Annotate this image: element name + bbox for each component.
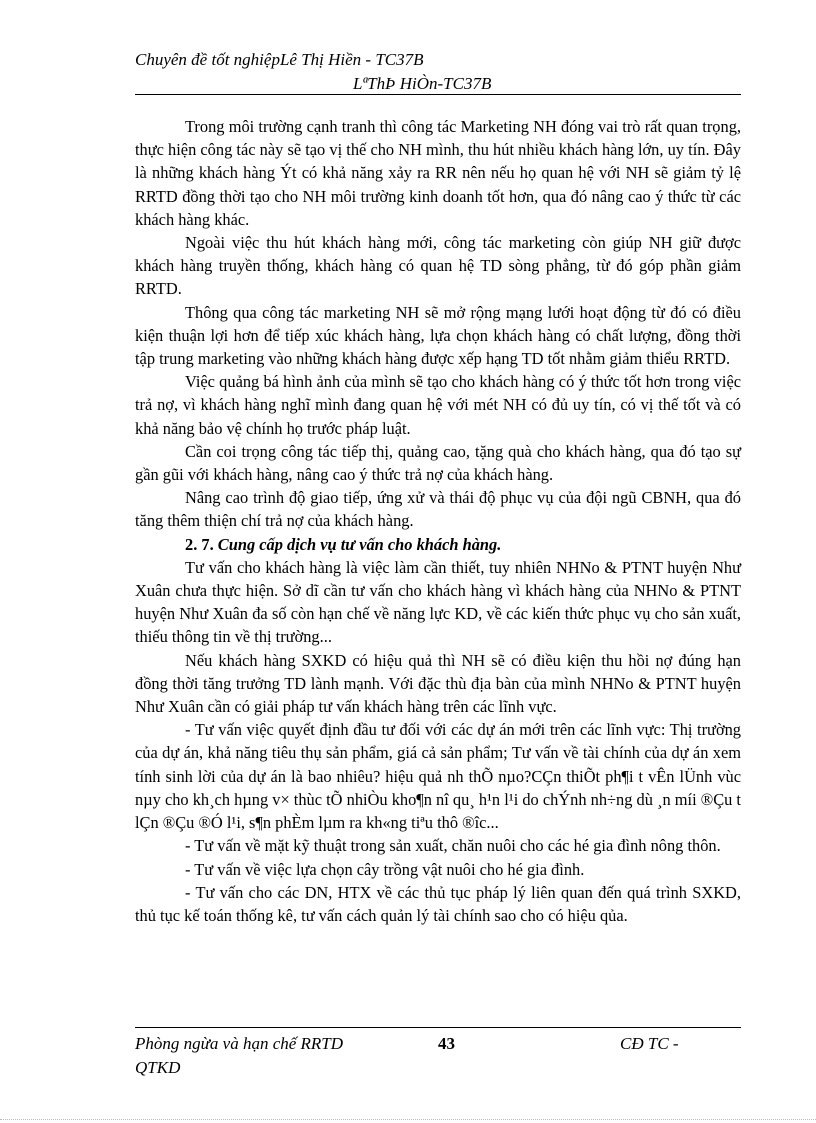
paragraph: Nếu khách hàng SXKD có hiệu quả thì NH sẽ có điều kiện thu hồi nợ đúng hạn đồng thời tăng trưởng TD lành mạnh. Với đặc thù địa bàn của mình NHNo & PTNT huyện Như Xuân cần có giải pháp tư vấn khách hàng trên các lĩnh vực. bbox=[135, 650, 741, 717]
paragraph: Cần coi trọng công tác tiếp thị, quảng cao, tặng quà cho khách hàng, qua đó tạo sự gần gũi với khách hàng, nâng cao ý thức trả nợ của khách hàng. bbox=[135, 441, 741, 485]
footer-topic: Phòng ngừa và hạn chế RRTD bbox=[135, 1034, 344, 1053]
header-author: LªThÞ HiÒn-TC37B bbox=[353, 74, 492, 93]
paragraph: Nâng cao trình độ giao tiếp, ứng xử và thái độ phục vụ của đội ngũ CBNH, qua đó tăng thêm thiện chí trả nợ của khách hàng. bbox=[135, 488, 741, 531]
footer-class: CĐ TC - bbox=[620, 1034, 679, 1053]
paragraph: Thông qua công tác marketing NH sẽ mở rộng mạng lưới hoạt động từ đó có điều kiện thuận lợi hơn để tiếp xúc khách hàng, lựa chọn khách hàng có chất lượng, đồng thời tập trung marketing vào những khách hàng được xếp hạng TD tốt nhằm giảm thiểu RRTD. bbox=[135, 302, 741, 369]
bullet-paragraph: - Tư vấn việc quyết định đầu tư đối với các dự án mới trên các lĩnh vực: Thị trường của dự án, khả năng tiêu thụ sản phẩm, giá cả sản phẩm; Tư vấn về tài chính của dự án xem tính sinh lời của dự án là bao nhiêu? hiệu quả nh thÕ nµo?CÇn thiÕt ph¶i t vÊn lÜnh vùc nµy cho kh¸ch hµng v× thùc tÕ nhiÒu kho¶n nî qu¸ h¹n l¹i do chÝnh nh÷ng dù ¸n míi ®Çu t lÇn ®Çu ®Ó l¹i, s¶n phÈm lµm ra kh«ng tiªu thô ®îc... bbox=[135, 720, 741, 833]
header-rule bbox=[135, 94, 741, 95]
bullet-paragraph: - Tư vấn về mặt kỹ thuật trong sản xuất, chăn nuôi cho các hé gia đình nông thôn. bbox=[185, 836, 721, 856]
page-body bbox=[135, 115, 741, 927]
paragraph: Ngoài việc thu hút khách hàng mới, công tác marketing còn giúp NH giữ được khách hàng truyền thống, khách hàng có quan hệ TD sòng phẳng, từ đó góp phần giảm RRTD. bbox=[135, 233, 741, 299]
footer-rule bbox=[135, 1027, 741, 1028]
section-title: Cung cấp dịch vụ tư vấn cho khách hàng. bbox=[217, 534, 502, 554]
paragraph: Trong môi trường cạnh tranh thì công tác Marketing NH đóng vai trò rất quan trọng, thực hiện công tác này sẽ tạo vị thế cho NH mình, thu hút nhiều khách hàng lớn, uy tín. Đây là những khách hàng Ýt có khả năng xảy ra RR nên nếu họ quan hệ với NH sẽ giảm tỷ lệ RRTD đồng thời tạo cho NH môi trường kinh doanh tốt hơn, qua đó nâng cao ý thức từ các khách hàng khác. bbox=[135, 117, 741, 229]
section-heading bbox=[135, 533, 741, 556]
page-header bbox=[135, 48, 741, 96]
paragraph: Việc quảng bá hình ảnh của mình sẽ tạo cho khách hàng có ý thức tốt hơn trong việc trả nợ, vì khách hàng nghĩ mình đang quan hệ với mét NH có đủ uy tín, có vị thế tốt và có khả năng bảo vệ chính họ trước pháp luật. bbox=[135, 372, 741, 438]
bullet-paragraph: - Tư vấn cho các DN, HTX về các thủ tục pháp lý liên quan đến quá trình SXKD, thủ tục kế toán thống kê, tư vấn cách quản lý tài chính sao cho có hiệu qủa. bbox=[135, 882, 741, 925]
page-edge-divider bbox=[0, 1119, 816, 1120]
paragraph: Tư vấn cho khách hàng là việc làm cần thiết, tuy nhiên NHNo & PTNT huyện Như Xuân chưa thực hiện. Sở dĩ cần tư vấn cho khách hàng vì khách hàng của NHNo & PTNT huyện Như Xuân đa số còn hạn chế về năng lực KD, về các kiến thức phục vụ cho sản xuất, thiếu thông tin về thị trường... bbox=[135, 557, 741, 647]
header-title: Chuyên đề tốt nghiệpLê Thị Hiền - TC37B bbox=[135, 50, 424, 69]
page-footer bbox=[135, 1032, 741, 1080]
footer-major: QTKD bbox=[135, 1058, 181, 1077]
section-number: 2. 7. bbox=[185, 534, 214, 554]
page-number: 43 bbox=[438, 1034, 455, 1053]
bullet-paragraph: - Tư vấn về việc lựa chọn cây trồng vật nuôi cho hé gia đình. bbox=[185, 859, 585, 879]
